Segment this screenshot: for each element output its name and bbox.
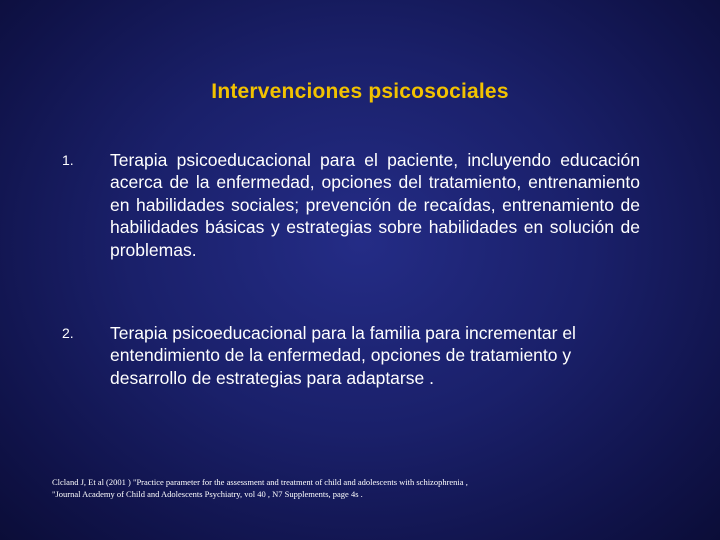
list-item-number: 1. xyxy=(62,152,74,168)
list-item-text: Terapia psicoeducacional para la familia para incrementar el entendimiento de la enfermedad, opciones de tratamiento y desarrollo de estrategias para adaptarse . xyxy=(110,323,576,388)
list-item-number: 2. xyxy=(62,325,74,341)
reference-citation xyxy=(52,476,468,500)
reference-line-1: Clcland J, Et al (2001 ) "Practice parameter for the assessment and treatment of child and adolescents with schizophrenia , xyxy=(52,477,468,487)
slide-title: Intervenciones psicosociales xyxy=(211,80,509,103)
reference-line-2: "Journal Academy of Child and Adolescents Psychiatry, vol 40 , N7 Supplements, page 4s . xyxy=(52,489,363,499)
list-item-text: Terapia psicoeducacional para el paciente, incluyendo educación acerca de la enfermedad, opciones del tratamiento, entrenamiento en habilidades sociales; prevención de recaídas, entrenamiento de habilidades básicas y estrategias sobre habilidades en solución de problemas. xyxy=(110,150,640,260)
